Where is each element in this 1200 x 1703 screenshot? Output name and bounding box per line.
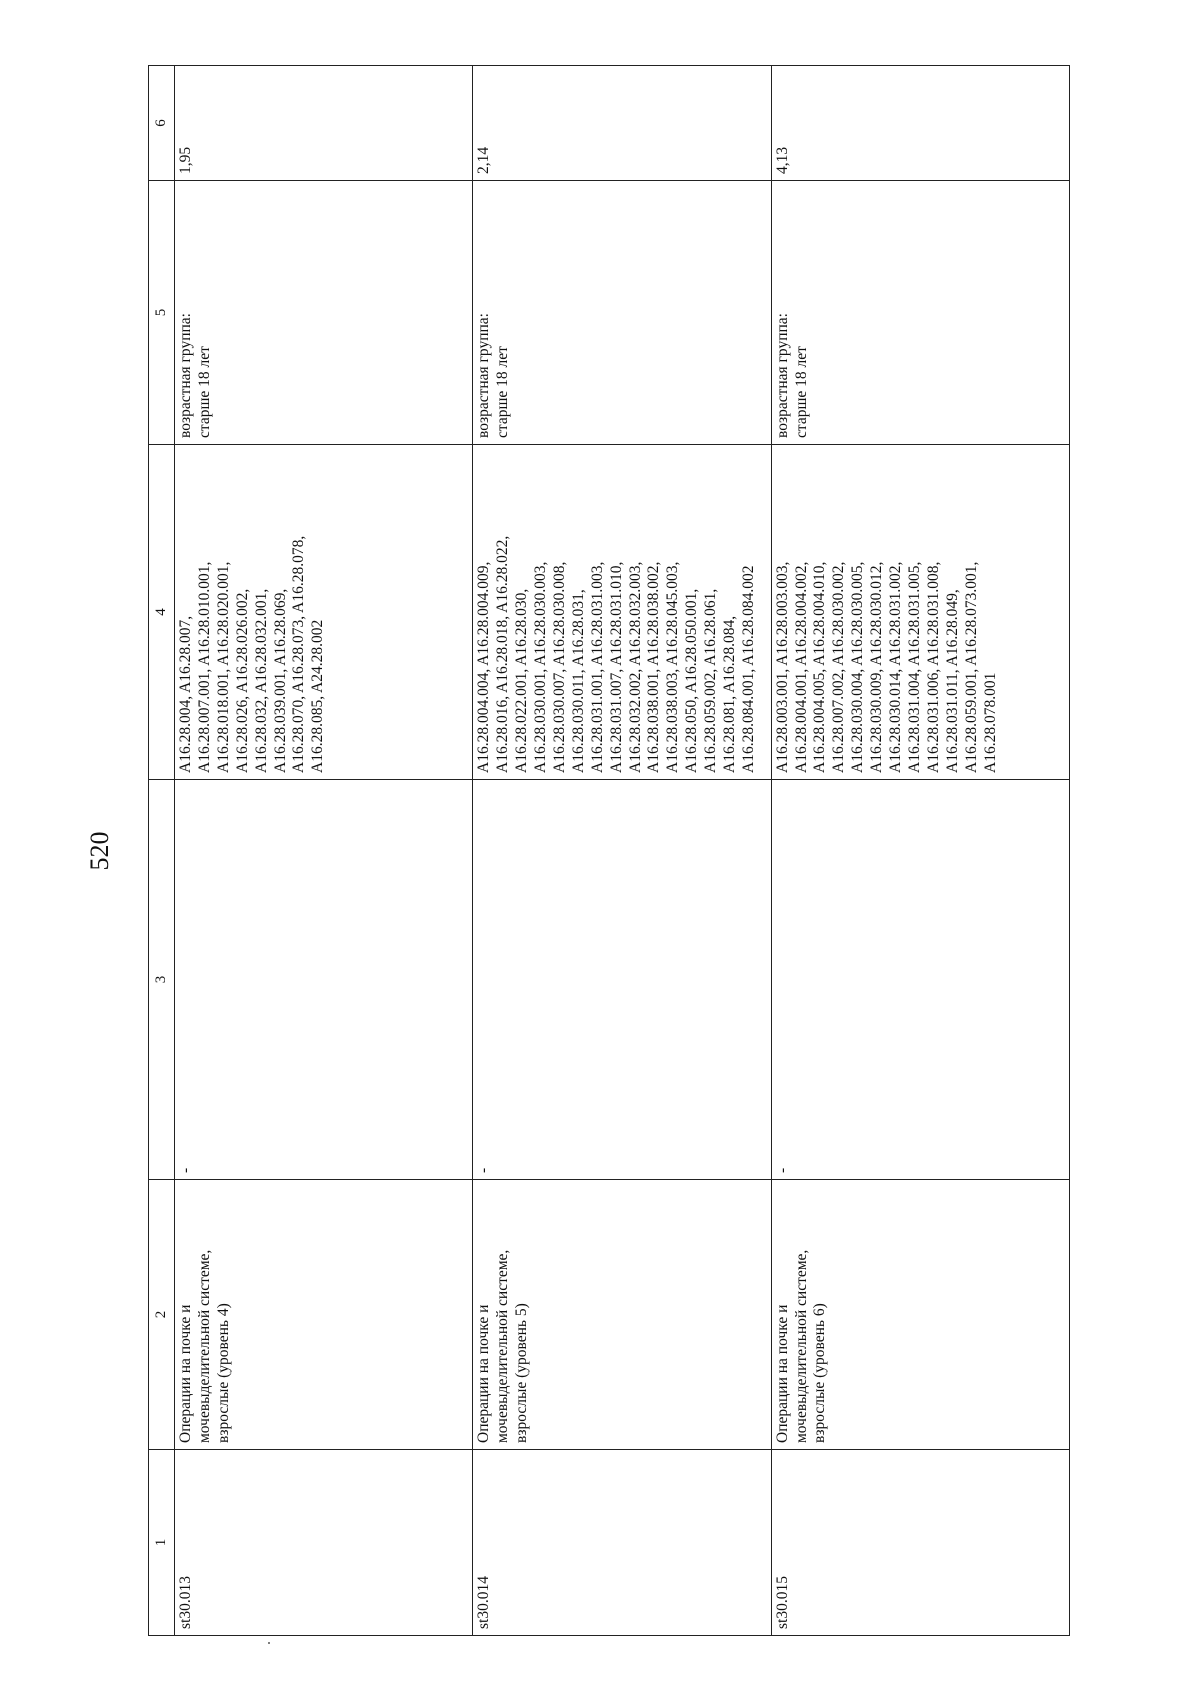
code-line: A16.28.085, A24.28.002 bbox=[309, 619, 327, 773]
row-col3: - bbox=[473, 780, 771, 1180]
row-criteria bbox=[175, 181, 473, 445]
code-line: A16.28.004.001, A16.28.004.002, bbox=[792, 561, 810, 773]
table-row bbox=[771, 66, 1069, 1636]
code-line: A16.28.038.003, A16.28.045.003, bbox=[664, 561, 682, 773]
column-header: 3 bbox=[149, 780, 175, 1180]
row-coefficient: 2,14 bbox=[473, 66, 771, 181]
table-row bbox=[175, 66, 473, 1636]
criteria-line: возрастная группа: bbox=[773, 313, 791, 438]
code-line: A16.28.022.001, A16.28.030, bbox=[513, 588, 531, 773]
row-name-line: Операции на почке и bbox=[475, 1304, 493, 1443]
code-line: A16.28.031.007, A16.28.031.010, bbox=[607, 561, 625, 773]
row-criteria bbox=[771, 181, 1069, 445]
header-row bbox=[149, 66, 175, 1636]
code-line: A16.28.030.001, A16.28.030.003, bbox=[532, 561, 550, 773]
rotated-table-container bbox=[148, 66, 1070, 1636]
code-line: A16.28.039.001, A16.28.069, bbox=[271, 588, 289, 773]
row-name bbox=[175, 1180, 473, 1450]
row-name bbox=[473, 1180, 771, 1450]
row-col3: - bbox=[175, 780, 473, 1180]
row-name-line: Операции на почке и bbox=[177, 1304, 195, 1443]
row-codes bbox=[175, 445, 473, 780]
row-code: st30.013 bbox=[175, 1450, 473, 1636]
row-col3: - bbox=[771, 780, 1069, 1180]
row-name bbox=[771, 1180, 1069, 1450]
code-line: A16.28.030.009, A16.28.030.012, bbox=[868, 561, 886, 773]
row-codes bbox=[473, 445, 771, 780]
row-coefficient: 4,13 bbox=[771, 66, 1069, 181]
row-code: st30.014 bbox=[473, 1450, 771, 1636]
row-name-line: взрослые (уровень 4) bbox=[214, 1303, 232, 1443]
code-line: A16.28.004.005, A16.28.004.010, bbox=[811, 561, 829, 773]
row-criteria bbox=[473, 181, 771, 445]
scan-speck bbox=[268, 1642, 270, 1644]
criteria-line: старше 18 лет bbox=[494, 346, 512, 438]
row-name-line: взрослые (уровень 6) bbox=[811, 1303, 829, 1443]
code-line: A16.28.059.002, A16.28.061, bbox=[702, 588, 720, 773]
code-line: A16.28.031.004, A16.28.031.005, bbox=[905, 561, 923, 773]
code-line: A16.28.004.004, A16.28.004.009, bbox=[475, 561, 493, 773]
page-number-text: 520 bbox=[85, 831, 114, 871]
column-header: 6 bbox=[149, 66, 175, 181]
code-line: A16.28.026, A16.28.026.002, bbox=[233, 588, 251, 773]
table-row bbox=[473, 66, 771, 1636]
code-line: A16.28.084.001, A16.28.084.002 bbox=[740, 565, 758, 773]
tariff-table bbox=[148, 65, 1070, 1636]
code-line: A16.28.030.014, A16.28.031.002, bbox=[887, 561, 905, 773]
row-name-line: мочевыделительной системе, bbox=[494, 1249, 512, 1443]
code-line: A16.28.031.006, A16.28.031.008, bbox=[924, 561, 942, 773]
row-name-line: Операции на почке и bbox=[773, 1304, 791, 1443]
row-name-line: мочевыделительной системе, bbox=[195, 1249, 213, 1443]
code-line: A16.28.018.001, A16.28.020.001, bbox=[214, 561, 232, 773]
code-line: A16.28.030.004, A16.28.030.005, bbox=[849, 561, 867, 773]
code-line: A16.28.032.002, A16.28.032.003, bbox=[626, 561, 644, 773]
row-coefficient: 1,95 bbox=[175, 66, 473, 181]
code-line: A16.28.032, A16.28.032.001, bbox=[252, 588, 270, 773]
code-line: A16.28.031.011, A16.28.049, bbox=[943, 589, 961, 773]
row-name-line: взрослые (уровень 5) bbox=[513, 1303, 531, 1443]
row-name-line: мочевыделительной системе, bbox=[792, 1249, 810, 1443]
code-line: A16.28.070, A16.28.073, A16.28.078, bbox=[290, 535, 308, 773]
code-line: A16.28.004, A16.28.007, bbox=[177, 615, 195, 773]
code-line: A16.28.059.001, A16.28.073.001, bbox=[962, 561, 980, 773]
column-header: 4 bbox=[149, 445, 175, 780]
code-line: A16.28.003.001, A16.28.003.003, bbox=[773, 561, 791, 773]
code-line: A16.28.050, A16.28.050.001, bbox=[683, 588, 701, 773]
code-line: A16.28.030.011, A16.28.031, bbox=[569, 589, 587, 773]
code-line: A16.28.016, A16.28.018, A16.28.022, bbox=[494, 535, 512, 773]
row-code: st30.015 bbox=[771, 1450, 1069, 1636]
row-codes bbox=[771, 445, 1069, 780]
criteria-line: старше 18 лет bbox=[195, 346, 213, 438]
column-header: 5 bbox=[149, 181, 175, 445]
code-line: A16.28.038.001, A16.28.038.002, bbox=[645, 561, 663, 773]
criteria-line: старше 18 лет bbox=[792, 346, 810, 438]
criteria-line: возрастная группа: bbox=[475, 313, 493, 438]
code-line: A16.28.007.002, A16.28.030.002, bbox=[830, 561, 848, 773]
column-header: 1 bbox=[149, 1450, 175, 1636]
column-header: 2 bbox=[149, 1180, 175, 1450]
code-line: A16.28.081, A16.28.084, bbox=[721, 615, 739, 773]
criteria-line: возрастная группа: bbox=[177, 313, 195, 438]
code-line: A16.28.007.001, A16.28.010.001, bbox=[195, 561, 213, 773]
code-line: A16.28.030.007, A16.28.030.008, bbox=[550, 561, 568, 773]
code-line: A16.28.031.001, A16.28.031.003, bbox=[588, 561, 606, 773]
code-line: A16.28.078.001 bbox=[981, 672, 999, 773]
